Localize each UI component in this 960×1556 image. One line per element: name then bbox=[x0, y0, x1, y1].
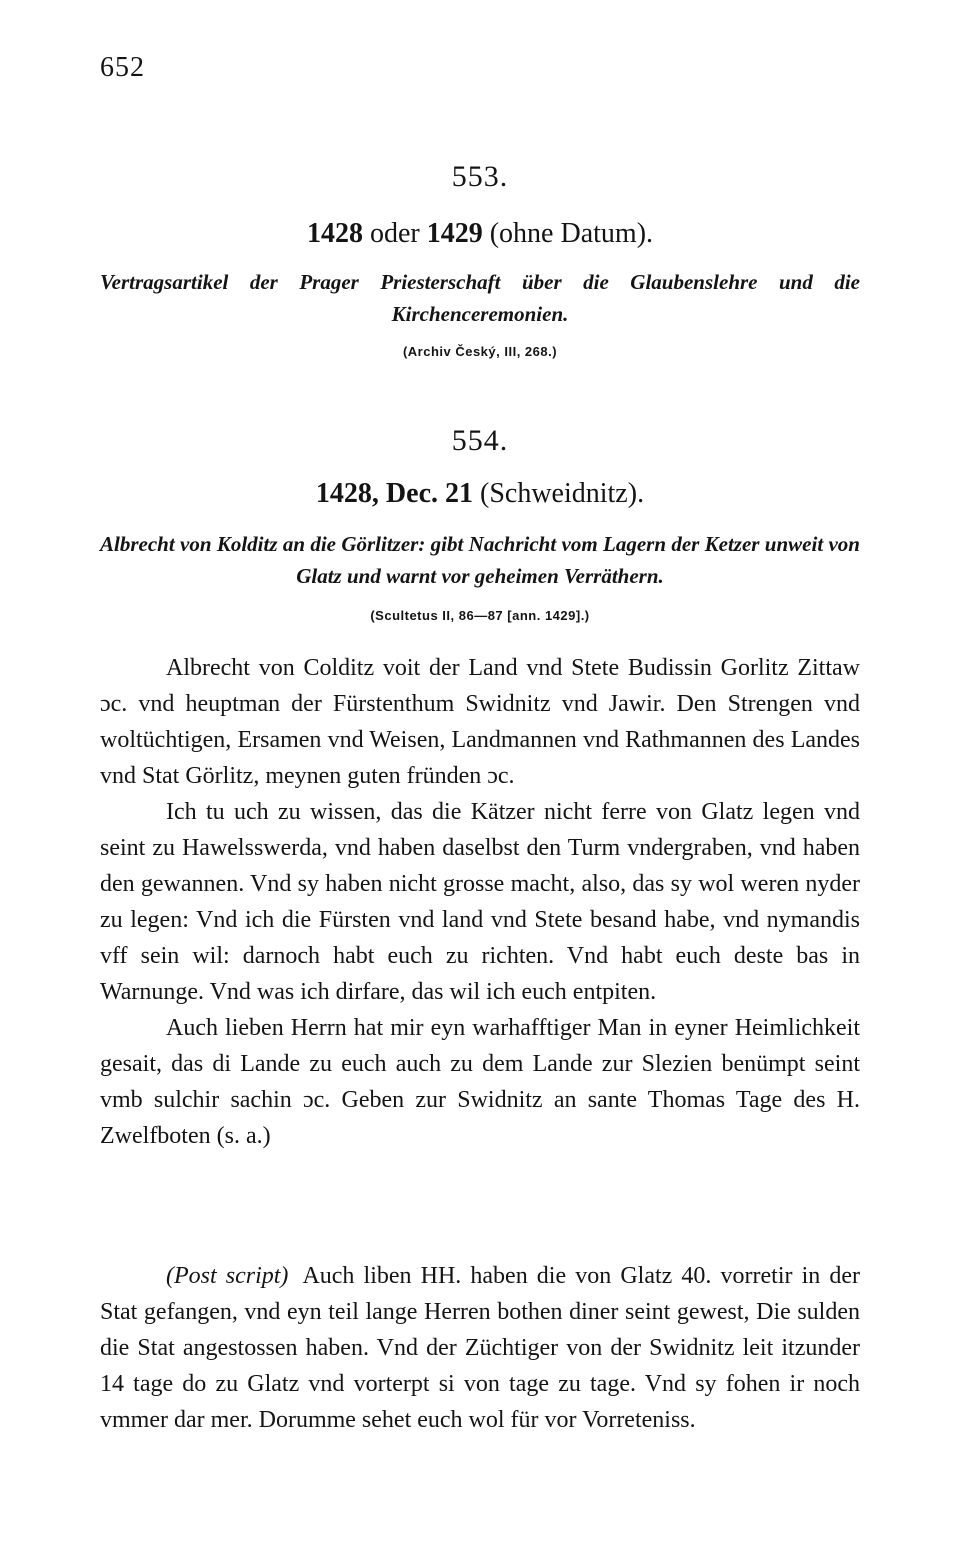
entry-date-rest: (Schweidnitz). bbox=[480, 478, 645, 509]
entry-source-554: (Scultetus II, 86—87 [ann. 1429].) bbox=[370, 608, 590, 623]
postscript-block bbox=[100, 1258, 860, 1438]
entry-summary-554: Albrecht von Kolditz an die Görlitzer: gibt Nachricht vom Lagern der Ketzer unweit von Glatz und warnt vor geheimen Verräthern. bbox=[100, 532, 860, 588]
entry-date-year2: 1429 bbox=[426, 218, 483, 249]
body-paragraph: Auch lieben Herrn hat mir eyn warhafftiger Man in eyner Heimlichkeit gesait, das di Lande zu euch auch zu dem Lande zur Slezien benümpt seint vmb sulchir sachin ɔc. Geben zur Swidnitz an sante Thomas Tage des H. Zwelfboten (s. a.) bbox=[100, 1015, 860, 1149]
entry-date-rest: (ohne Datum). bbox=[489, 218, 654, 249]
page-number: 652 bbox=[100, 52, 145, 83]
postscript-text: Auch liben HH. haben die von Glatz 40. vorretir in der Stat gefangen, vnd eyn teil lange Herren bothen diner seint gewest, Die sulden die Stat angestossen haben. Vnd der Züchtiger von der Swidnitz leit itzunder 14 tage do zu Glatz vnd vorterpt si von tage zu tage. Vnd sy fohen ir noch vmmer dar mer. Dorumme sehet euch wol für vor Vorreteniss. bbox=[100, 1263, 861, 1433]
entry-date-553 bbox=[0, 218, 960, 250]
entry-summary-553: Vertragsartikel der Prager Priesterschaft über die Glaubenslehre und die Kirchenceremonien. bbox=[100, 270, 860, 326]
entry-date-year1: 1428 bbox=[306, 218, 363, 249]
entry-number-554: 554. bbox=[451, 424, 509, 457]
body-paragraph: Ich tu uch zu wissen, das die Kätzer nicht ferre von Glatz legen vnd seint zu Hawelsswerda, vnd haben daselbst den Turm vndergraben, vnd haben den gewannen. Vnd sy haben nicht grosse macht, also, das sy wol weren nyder zu legen: Vnd ich die Fürsten vnd land vnd Stete besand habe, vnd nymandis vff sein wil: darnoch habt euch zu richten. Vnd habt euch deste bas in Warnunge. Vnd was ich dirfare, das wil ich euch entpiten. bbox=[100, 799, 860, 1005]
postscript-label: (Post script) bbox=[166, 1263, 289, 1289]
body-paragraph: Albrecht von Colditz voit der Land vnd Stete Budissin Gorlitz Zittaw ɔc. vnd heuptman der Fürstenthum Swidnitz vnd Jawir. Den Strengen vnd woltüchtigen, Ersamen vnd Weisen, Landmannen vnd Rathmannen des Landes vnd Stat Görlitz, meynen guten fründen ɔc. bbox=[100, 655, 860, 789]
entry-date-mid: oder bbox=[369, 218, 420, 249]
entry-date-bold: 1428, Dec. 21 bbox=[315, 478, 473, 509]
entry-date-554 bbox=[0, 478, 960, 510]
letter-body bbox=[100, 650, 860, 1154]
postscript-paragraph bbox=[100, 1258, 860, 1438]
entry-number-553: 553. bbox=[451, 160, 509, 193]
entry-source-553: (Archiv Český, III, 268.) bbox=[402, 344, 558, 359]
